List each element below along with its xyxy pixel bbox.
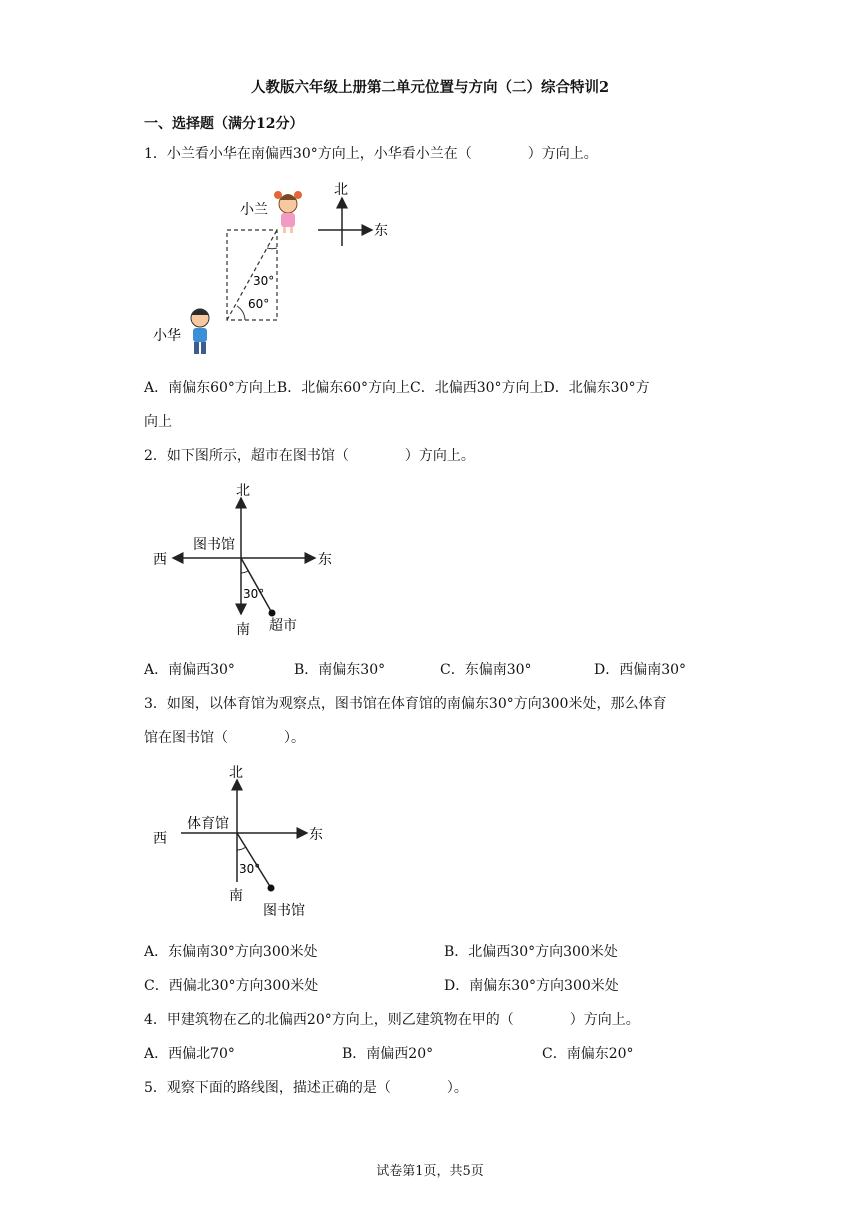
angle-label: 30° — [243, 587, 265, 601]
option-c[interactable]: C．东偏南30° — [440, 662, 532, 678]
option-a[interactable]: A．南偏西30° — [144, 662, 235, 678]
question-2-options — [144, 659, 724, 679]
question-3-options-row2 — [144, 975, 744, 995]
question-2-stem: 2．如下图所示，超市在图书馆（ ）方向上。 — [144, 448, 475, 464]
boy-icon — [191, 309, 209, 354]
target-point — [269, 610, 276, 617]
question-3-figure — [145, 760, 345, 922]
center-label: 体育馆 — [187, 816, 229, 832]
angle-label-60: 60° — [248, 297, 270, 311]
question-5-stem: 5．观察下面的路线图，描述正确的是（ ）。 — [144, 1080, 468, 1096]
option-b[interactable]: B．南偏东30° — [294, 662, 386, 678]
direction-line — [241, 558, 272, 613]
option-c[interactable]: C．西偏北30°方向300米处 — [144, 978, 319, 994]
option-d[interactable]: D．西偏南30° — [594, 662, 687, 678]
angle-label: 30° — [239, 862, 261, 876]
option-c[interactable]: C．南偏东20° — [542, 1046, 634, 1062]
page-title: 人教版六年级上册第二单元位置与方向（二）综合特训2 — [250, 79, 610, 96]
angle-arc — [241, 571, 248, 573]
target-label: 图书馆 — [263, 903, 305, 919]
person-label-xiaohua: 小华 — [153, 328, 181, 344]
option-d[interactable]: D．南偏东30°方向300米处 — [444, 978, 619, 994]
target-label: 超市 — [269, 618, 297, 634]
angle-arc-2 — [237, 306, 245, 320]
question-3-stem-line2: 馆在图书馆（ ）。 — [144, 730, 305, 746]
angle-arc — [237, 847, 246, 850]
question-1-options-line1: A．南偏东60°方向上B．北偏东60°方向上C．北偏西30°方向上D．北偏东30°方 — [144, 380, 650, 396]
east-label: 东 — [309, 827, 323, 843]
north-label: 北 — [229, 765, 243, 781]
angle-label-30: 30° — [253, 274, 275, 288]
center-label: 图书馆 — [193, 537, 235, 553]
question-4-options — [144, 1043, 744, 1063]
question-1-options-line2: 向上 — [144, 414, 172, 430]
north-label: 北 — [236, 483, 250, 499]
west-label: 西 — [153, 552, 167, 568]
girl-icon — [274, 191, 302, 233]
angle-arc-1 — [267, 248, 277, 249]
option-a[interactable]: A．东偏南30°方向300米处 — [144, 944, 318, 960]
page-footer: 试卷第1页，共5页 — [376, 1164, 484, 1179]
question-4-stem: 4．甲建筑物在乙的北偏西20°方向上，则乙建筑物在甲的（ ）方向上。 — [144, 1012, 640, 1028]
question-2-figure — [145, 478, 345, 638]
person-label-xiaolan: 小兰 — [240, 202, 268, 218]
south-label: 南 — [229, 888, 243, 904]
option-a[interactable]: A．西偏北70° — [144, 1046, 235, 1062]
east-label: 东 — [318, 552, 332, 568]
question-3-stem-line1: 3．如图，以体育馆为观察点，图书馆在体育馆的南偏东30°方向300米处，那么体育 — [144, 696, 667, 712]
section-heading: 一、选择题（满分12分） — [144, 116, 304, 132]
target-point — [268, 885, 275, 892]
north-label: 北 — [334, 182, 348, 198]
west-label: 西 — [153, 831, 167, 847]
option-b[interactable]: B．南偏西20° — [342, 1046, 434, 1062]
question-1-figure — [140, 178, 400, 368]
question-3-options-row1 — [144, 941, 744, 961]
question-1-stem: 1．小兰看小华在南偏西30°方向上，小华看小兰在（ ）方向上。 — [144, 146, 598, 162]
south-label: 南 — [236, 622, 250, 638]
option-b[interactable]: B．北偏西30°方向300米处 — [444, 944, 618, 960]
east-label: 东 — [374, 223, 388, 239]
direction-line — [237, 833, 271, 888]
